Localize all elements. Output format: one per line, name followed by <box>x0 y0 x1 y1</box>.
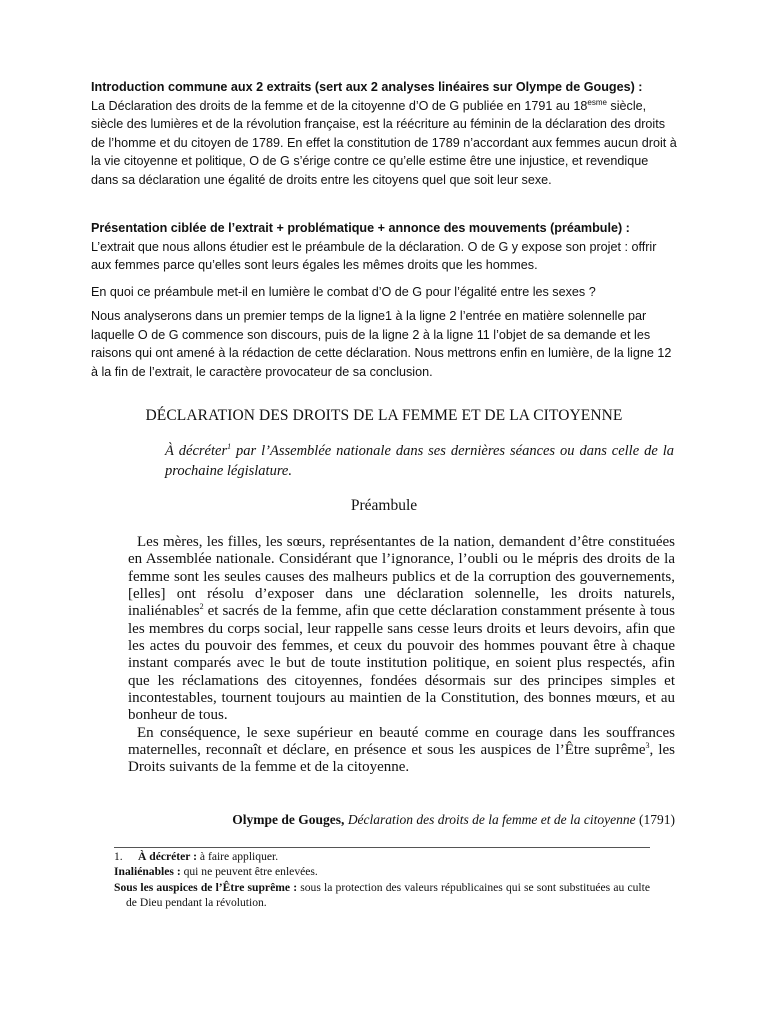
attribution <box>232 812 675 828</box>
attribution-work: Déclaration des droits de la femme et de la citoyenne <box>347 812 636 827</box>
footnote-ref-3: 3 <box>645 741 650 751</box>
problematic-question: En quoi ce préambule met-il en lumière le combat d’O de G pour l’égalité entre les sexes ? <box>91 285 596 299</box>
preamble-paragraph-1: Les mères, les filles, les sœurs, représentantes de la nation, demandent d’être constituées en Assemblée nationale. Considérant que l’ignorance, l’oubli ou le mépris des droits de la femme sont les seules causes des malheurs publics et de la corruption des gouvernements, [elles] ont résolu d’exposer dans une déclaration solennelle, les droits naturels, inaliénables$^2$ et sacrés de la femme, afin que cette déclaration constamment présente à tous les membres du corps social, leur rappelle sans cesse leurs droits et leurs devoirs, afin que les actes du pouvoir des femmes, et ceux du pouvoir des hommes pouvant être à chaque instant comparés avec le but de toute institution politique, en soient plus respectés, afin que les réclamations des citoyennes, fondées désormais sur des principes simples et incontestables, tournent toujours au maintien de la Constitution, des bonnes mœurs, et au bonheur de tous. <box>128 534 675 724</box>
declaration-title: DÉCLARATION DES DROITS DE LA FEMME ET DE LA CITOYENNE <box>145 407 623 424</box>
intro-paragraph: La Déclaration des droits de la femme et de la citoyenne d’O de G publiée en 1791 au $18^{esme}$ siècle, siècle des lumières et de la révolution française, est la réécriture au féminin de la déclaration des droits de l’homme et du citoyen de 1789. En effet la constitution de 1789 n’accordant aux femmes aucun droit à la vie citoyenne et politique, O de G s’érige contre ce qu’elle estime être une injustice, et revendique dans sa déclaration une égalité de droits entre les citoyens quel que soit leur sexe. <box>91 97 677 187</box>
plan-announcement: Nous analyserons dans un premier temps de la ligne1 à la ligne 2 l’entrée en matière solennelle par laquelle O de G commence son discours, puis de la ligne 2 à la ligne 11 l’objet de sa demande et les raisons qui ont amené à la rédaction de cette déclaration. Nous mettrons enfin en lumière, de la ligne 12 à la fin de l’extrait, le caractère provocateur de sa conclusion. <box>91 309 672 379</box>
intro-heading: Introduction commune aux 2 extraits (sert aux 2 analyses linéaires sur Olympe de Gouges) : <box>91 80 643 94</box>
footnote-ref-2: 2 <box>199 602 204 612</box>
presentation-text: L’extrait que nous allons étudier est le préambule de la déclaration. O de G y expose son projet : offrir aux femmes parce qu’elles sont leurs égales les mêmes droits que les hommes. <box>91 239 657 272</box>
preamble-title: Préambule <box>350 497 418 514</box>
presentation-heading: Présentation ciblée de l’extrait + problématique + annonce des mouvements (préambule) : <box>91 221 630 235</box>
presentation-section <box>91 219 678 275</box>
attribution-year: (1791) <box>635 812 675 827</box>
footnote-2: Inaliénables : qui ne peuvent être enlevées. <box>114 865 318 879</box>
footnote-1: 1. À décréter : à faire appliquer. <box>114 850 279 863</box>
intro-section <box>91 78 678 189</box>
decreter-line: À décréter$^1$ par l’Assemblée nationale dans ses dernières séances ou dans celle de la prochaine législature. <box>165 442 674 479</box>
preamble-paragraph-2: En conséquence, le sexe supérieur en beauté comme en courage dans les souffrances maternelles, reconnaît et déclare, en présence et sous les auspices de l’Être suprême$^3$, les Droits suivants de la femme et de la citoyenne. <box>128 724 675 776</box>
century-superscript: esme <box>587 97 607 107</box>
footnote-ref-1: 1 <box>227 442 232 452</box>
footnotes <box>114 849 650 911</box>
footnote-divider <box>114 847 650 848</box>
footnote-3: Sous les auspices de l’Être suprême : sous la protection des valeurs républicaines qui se sont substituées au culte de Dieu pendant la révolution. <box>114 880 650 910</box>
preamble-text <box>128 534 675 777</box>
attribution-author: Olympe de Gouges, <box>232 812 345 827</box>
